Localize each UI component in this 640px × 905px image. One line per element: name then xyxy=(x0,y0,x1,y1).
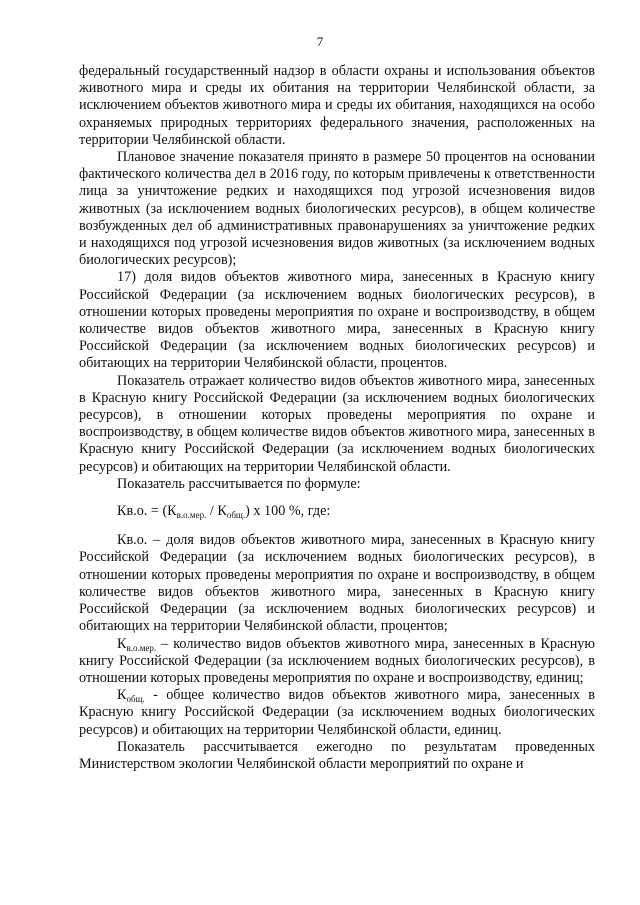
page-number: 7 xyxy=(316,34,324,49)
paragraph-4: Показатель отражает количество видов объектов животного мира, занесенных в Красную книгу Российской Федерации (за исключением водных биологических ресурсов), в отношении которых проведены мероприятия по охране и воспроизводству, в общем количестве видов объектов животного мира, занесенных в Красную книгу Российской Федерации (за исключением водных биологических ресурсов) и обитающих на территории Челябинской области. xyxy=(79,372,595,475)
formula-sub-obsh: общ. xyxy=(226,510,246,521)
paragraph-2: Плановое значение показателя принято в размере 50 процентов на основании фактического количества дел в 2016 году, по которым привлечены к ответственности лица за уничтожение редких и находящихся под угрозой исчезновения видов животных (за исключением водных биологических ресурсов), в общем количестве возбужденных дел об административных правонарушениях за уничтожение редких и находящихся под угрозой исчезновения видов животных (за исключением водных биологических ресурсов); xyxy=(79,149,595,269)
formula-rhs: ) х 100 %, где: xyxy=(245,503,331,520)
paragraph-7-text: – количество видов объектов животного мира, занесенных в Красную книгу Российской Федерации (за исключением водных биологических ресурсов), в отношении которых проведены мероприятия по охране и воспроизводству, единиц; xyxy=(79,635,595,686)
k-mer-subscript: в.о.мер. xyxy=(126,642,157,653)
formula-lhs: Кв.о. = (К xyxy=(117,503,177,520)
formula-sub-mer: в.о.мер. xyxy=(176,510,207,521)
k-obsh-symbol: К xyxy=(117,687,127,704)
k-mer-symbol: К xyxy=(117,635,127,652)
document-body xyxy=(79,63,595,773)
formula-mid: / К xyxy=(206,503,227,520)
paragraph-8 xyxy=(79,687,595,739)
paragraph-6: Кв.о. – доля видов объектов животного мира, занесенных в Красную книгу Российской Федерации (за исключением водных биологических ресурсов), в отношении которых проведены мероприятия по охране и воспроизводству, в общем количестве видов объектов животного мира, занесенных в Красную книгу Российской Федерации (за исключением водных биологических ресурсов) и обитающих на территории Челябинской области, процентов; xyxy=(79,532,595,635)
paragraph-1: федеральный государственный надзор в области охраны и использования объектов животного мира и среды их обитания на территории Челябинской области, за исключением объектов животного мира и среды их обитания, находящихся на особо охраняемых природных территориях федерального значения, расположенных на территории Челябинской области. xyxy=(79,63,595,148)
formula xyxy=(79,503,595,520)
paragraph-9: Показатель рассчитывается ежегодно по результатам проведенных Министерством экологии Челябинской области мероприятий по охране и xyxy=(79,738,595,772)
k-obsh-subscript: общ. xyxy=(126,694,145,705)
paragraph-3: 17) доля видов объектов животного мира, занесенных в Красную книгу Российской Федерации (за исключением водных биологических ресурсов), в отношении которых проведены мероприятия по охране и воспроизводству, в общем количестве видов объектов животного мира, занесенных в Красную книгу Российской Федерации (за исключением водных биологических ресурсов) и обитающих на территории Челябинской области, процентов. xyxy=(79,269,595,372)
paragraph-7 xyxy=(79,636,595,688)
paragraph-5: Показатель рассчитывается по формуле: xyxy=(117,475,361,492)
paragraph-8-text: - общее количество видов объектов животного мира, занесенных в Красную книгу Российской Федерации (за исключением водных биологических ресурсов) и обитающих на территории Челябинской области, единиц. xyxy=(79,687,595,738)
